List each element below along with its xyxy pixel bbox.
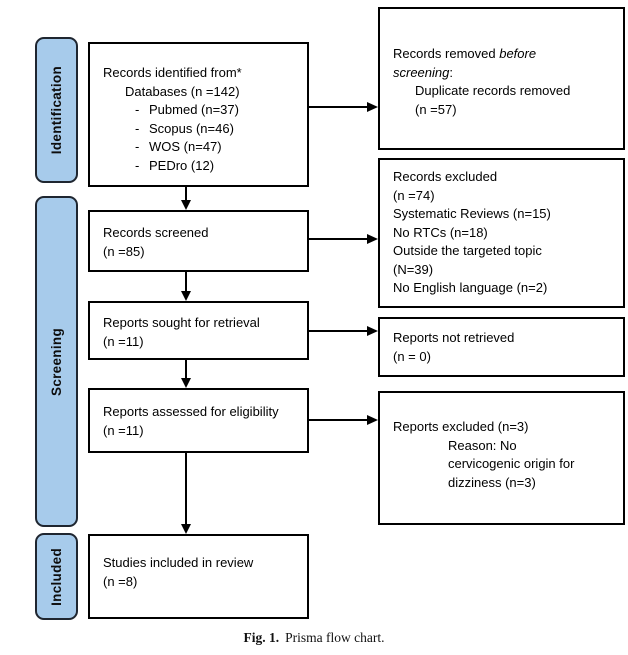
stage-label-included: Included bbox=[49, 547, 64, 606]
reports-not-retrieved-line2: (n = 0) bbox=[393, 348, 431, 364]
database-item-label: WOS (n=47) bbox=[149, 139, 222, 154]
arrowhead-right-icon bbox=[367, 102, 378, 112]
box-reports-assessed bbox=[88, 388, 309, 453]
box-records-identified bbox=[88, 42, 309, 187]
records-removed-line1 bbox=[393, 45, 615, 64]
bullet-dash: - bbox=[135, 120, 140, 136]
records-removed-line2 bbox=[393, 64, 615, 83]
box-records-screened bbox=[88, 210, 309, 272]
box-records-excluded bbox=[378, 158, 625, 308]
records-excluded-line: Systematic Reviews (n=15) bbox=[393, 206, 551, 221]
reports-assessed-line2: (n =11) bbox=[103, 422, 144, 438]
arrowhead-right-icon bbox=[367, 234, 378, 244]
arrow-line bbox=[185, 187, 187, 201]
database-item bbox=[135, 120, 299, 139]
reports-not-retrieved-line1: Reports not retrieved bbox=[393, 330, 515, 345]
records-removed-pre: Records removed bbox=[393, 46, 500, 61]
arrowhead-right-icon bbox=[367, 326, 378, 336]
database-item-label: Pubmed (n=37) bbox=[149, 102, 239, 117]
arrowhead-down-icon bbox=[181, 291, 191, 301]
database-item bbox=[135, 157, 299, 176]
arrow-line bbox=[185, 360, 187, 379]
reports-sought-line2: (n =11) bbox=[103, 333, 144, 349]
arrowhead-down-icon bbox=[181, 200, 191, 210]
records-removed-detail1: Duplicate records removed bbox=[415, 83, 571, 98]
reports-excluded-line1: Reports excluded (n=3) bbox=[393, 419, 529, 434]
arrow-line bbox=[309, 330, 367, 332]
records-excluded-line: (n =74) bbox=[393, 187, 435, 203]
studies-included-line1: Studies included in review bbox=[103, 555, 254, 570]
records-excluded-line: No RTCs (n=18) bbox=[393, 224, 488, 240]
reports-assessed-line1: Reports assessed for eligibility bbox=[103, 404, 279, 419]
arrowhead-down-icon bbox=[181, 378, 191, 388]
database-item-label: Scopus (n=46) bbox=[149, 120, 234, 136]
arrowhead-down-icon bbox=[181, 524, 191, 534]
records-excluded-line: Outside the targeted topic bbox=[393, 243, 542, 258]
arrow-line bbox=[309, 419, 367, 421]
box-reports-excluded bbox=[378, 391, 625, 525]
records-removed-detail2: (n =57) bbox=[415, 101, 457, 117]
arrow-line bbox=[185, 272, 187, 292]
figure-caption bbox=[0, 630, 628, 646]
reports-sought-line1: Reports sought for retrieval bbox=[103, 315, 260, 330]
box-reports-not-retrieved bbox=[378, 317, 625, 377]
reports-excluded-reason: dizziness (n=3) bbox=[448, 474, 536, 490]
stage-bar-identification bbox=[35, 37, 78, 183]
box-records-removed bbox=[378, 7, 625, 150]
stage-label-identification: Identification bbox=[49, 65, 64, 155]
arrow-line bbox=[309, 106, 367, 108]
figure-caption-label: Fig. 1. bbox=[243, 630, 280, 645]
bullet-dash: - bbox=[135, 102, 140, 117]
records-excluded-line: No English language (n=2) bbox=[393, 280, 548, 295]
records-removed-colon: : bbox=[449, 64, 453, 80]
arrow-line bbox=[185, 453, 187, 525]
records-identified-subtitle: Databases (n =142) bbox=[125, 83, 240, 99]
database-item bbox=[135, 138, 299, 157]
records-screened-line1: Records screened bbox=[103, 225, 209, 240]
database-item-label: PEDro (12) bbox=[149, 157, 215, 173]
box-studies-included bbox=[88, 534, 309, 619]
reports-excluded-reason: Reason: No bbox=[448, 437, 517, 453]
figure-caption-text: Prisma flow chart. bbox=[285, 630, 385, 645]
stage-label-screening: Screening bbox=[49, 327, 64, 396]
bullet-dash: - bbox=[135, 139, 140, 154]
records-removed-italic1: before bbox=[499, 46, 537, 61]
stage-bar-screening bbox=[35, 196, 78, 527]
box-reports-sought bbox=[88, 301, 309, 360]
records-excluded-line: Records excluded bbox=[393, 169, 498, 184]
arrow-line bbox=[309, 238, 367, 240]
records-removed-italic2: screening bbox=[393, 64, 450, 80]
records-excluded-line: (N=39) bbox=[393, 261, 434, 277]
database-item bbox=[135, 101, 299, 120]
arrowhead-right-icon bbox=[367, 415, 378, 425]
records-screened-line2: (n =85) bbox=[103, 243, 145, 259]
studies-included-line2: (n =8) bbox=[103, 573, 138, 589]
bullet-dash: - bbox=[135, 157, 140, 173]
stage-bar-included bbox=[35, 533, 78, 620]
records-identified-title: Records identified from* bbox=[103, 65, 242, 80]
reports-excluded-reason: cervicogenic origin for bbox=[448, 456, 575, 471]
